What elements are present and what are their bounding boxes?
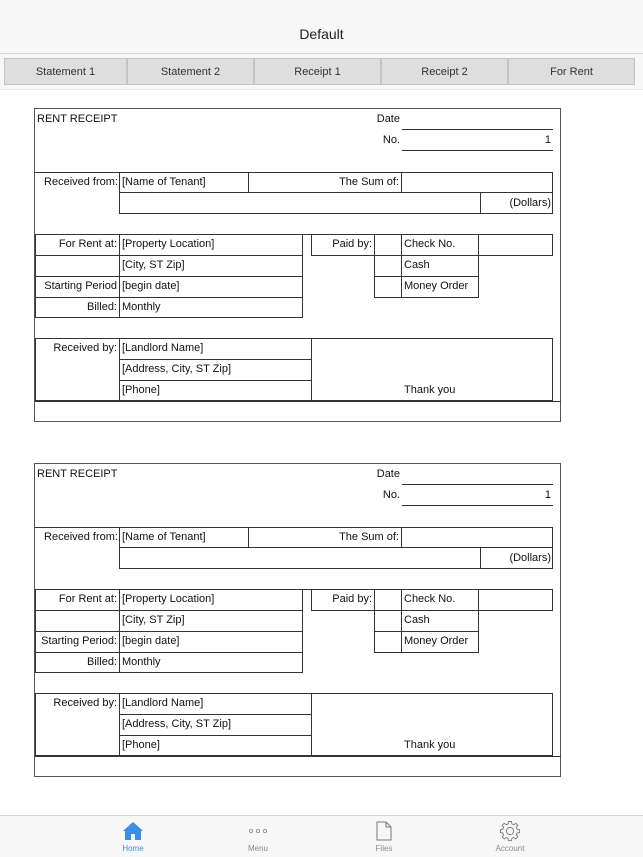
payment-money-order: Money Order (404, 635, 469, 647)
begin-date-field[interactable]: [begin date] (122, 635, 180, 647)
dollars-label: (Dollars) (509, 197, 551, 209)
number-label: No. (382, 134, 400, 146)
paid-by-label: Paid by: (332, 593, 372, 605)
property-location-field[interactable]: [Property Location] (122, 238, 215, 250)
gear-icon (470, 820, 550, 842)
tab-for-rent[interactable]: For Rent (508, 58, 635, 85)
landlord-phone-field[interactable]: [Phone] (122, 384, 160, 396)
rent-receipt (34, 463, 561, 777)
payment-check: Check No. (404, 593, 456, 605)
landlord-phone-field[interactable]: [Phone] (122, 739, 160, 751)
billed-field[interactable]: Monthly (122, 301, 161, 313)
billed-field[interactable]: Monthly (122, 656, 161, 668)
landlord-name-field[interactable]: [Landlord Name] (122, 697, 204, 709)
received-by-label: Received by: (53, 697, 117, 709)
paid-by-label: Paid by: (332, 238, 372, 250)
payment-checkbox-column (374, 589, 402, 653)
dollars-label: (Dollars) (509, 552, 551, 564)
divider (35, 756, 561, 757)
column-divider (119, 693, 120, 756)
landlord-name-field[interactable]: [Landlord Name] (122, 342, 204, 354)
billed-label: Billed: (87, 656, 117, 668)
page-title: Default (299, 26, 344, 42)
home-icon (93, 820, 173, 842)
tab-receipt-2[interactable]: Receipt 2 (381, 58, 508, 85)
sum-label: The Sum of: (339, 176, 399, 188)
thank-you-text: Thank you (404, 739, 456, 751)
property-city-field[interactable]: [City, ST Zip] (122, 614, 185, 626)
nav-menu[interactable] (218, 820, 298, 853)
more-icon (218, 820, 298, 842)
template-tab-bar (0, 54, 643, 90)
payment-money-order: Money Order (404, 280, 469, 292)
sum-field[interactable] (401, 527, 553, 548)
receipt-title: RENT RECEIPT (37, 113, 118, 125)
receipt-title: RENT RECEIPT (37, 468, 118, 480)
tab-receipt-1[interactable]: Receipt 1 (254, 58, 381, 85)
received-from-label: Received from: (44, 176, 118, 188)
property-city-field[interactable]: [City, ST Zip] (122, 259, 185, 271)
nav-home[interactable] (93, 820, 173, 853)
payment-checkbox-column (374, 234, 402, 298)
payment-cash: Cash (404, 259, 430, 271)
property-location-field[interactable]: [Property Location] (122, 593, 215, 605)
column-divider (119, 338, 120, 401)
landlord-address-field[interactable]: [Address, City, ST Zip] (122, 718, 232, 730)
number-field[interactable]: 1 (544, 489, 551, 501)
file-icon (344, 820, 424, 842)
sum-label: The Sum of: (339, 531, 399, 543)
starting-period-label: Starting Period: (41, 635, 117, 647)
bottom-tab-bar (0, 815, 643, 857)
nav-account-label: Account (495, 844, 525, 853)
divider (35, 401, 561, 402)
for-rent-label: For Rent at: (58, 593, 117, 605)
date-label: Date (376, 468, 400, 480)
billed-label: Billed: (87, 301, 117, 313)
received-by-label: Received by: (53, 342, 117, 354)
nav-account[interactable] (470, 820, 550, 853)
for-rent-label: For Rent at: (58, 238, 117, 250)
landlord-address-field[interactable]: [Address, City, ST Zip] (122, 363, 232, 375)
tab-statement-2[interactable]: Statement 2 (127, 58, 254, 85)
payment-check: Check No. (404, 238, 456, 250)
nav-files-label: Files (375, 844, 393, 853)
payment-cash: Cash (404, 614, 430, 626)
number-underline (402, 150, 553, 151)
nav-files[interactable] (344, 820, 424, 853)
number-underline (402, 505, 553, 506)
column-divider (311, 338, 312, 401)
column-divider (311, 693, 312, 756)
nav-home-label: Home (122, 844, 144, 853)
nav-menu-label: Menu (247, 844, 268, 853)
tenant-name-value: [Name of Tenant] (122, 531, 206, 543)
navigation-bar (0, 0, 643, 54)
starting-period-label: Starting Period (44, 280, 117, 292)
tenant-name-value: [Name of Tenant] (122, 176, 206, 188)
amount-in-words-field[interactable] (119, 192, 481, 214)
rent-receipt (34, 108, 561, 422)
received-from-label: Received from: (44, 531, 118, 543)
tab-statement-1[interactable]: Statement 1 (4, 58, 127, 85)
date-label: Date (376, 113, 400, 125)
sum-field[interactable] (401, 172, 553, 193)
begin-date-field[interactable]: [begin date] (122, 280, 180, 292)
number-field[interactable]: 1 (544, 134, 551, 146)
amount-in-words-field[interactable] (119, 547, 481, 569)
thank-you-text: Thank you (404, 384, 456, 396)
number-label: No. (382, 489, 400, 501)
